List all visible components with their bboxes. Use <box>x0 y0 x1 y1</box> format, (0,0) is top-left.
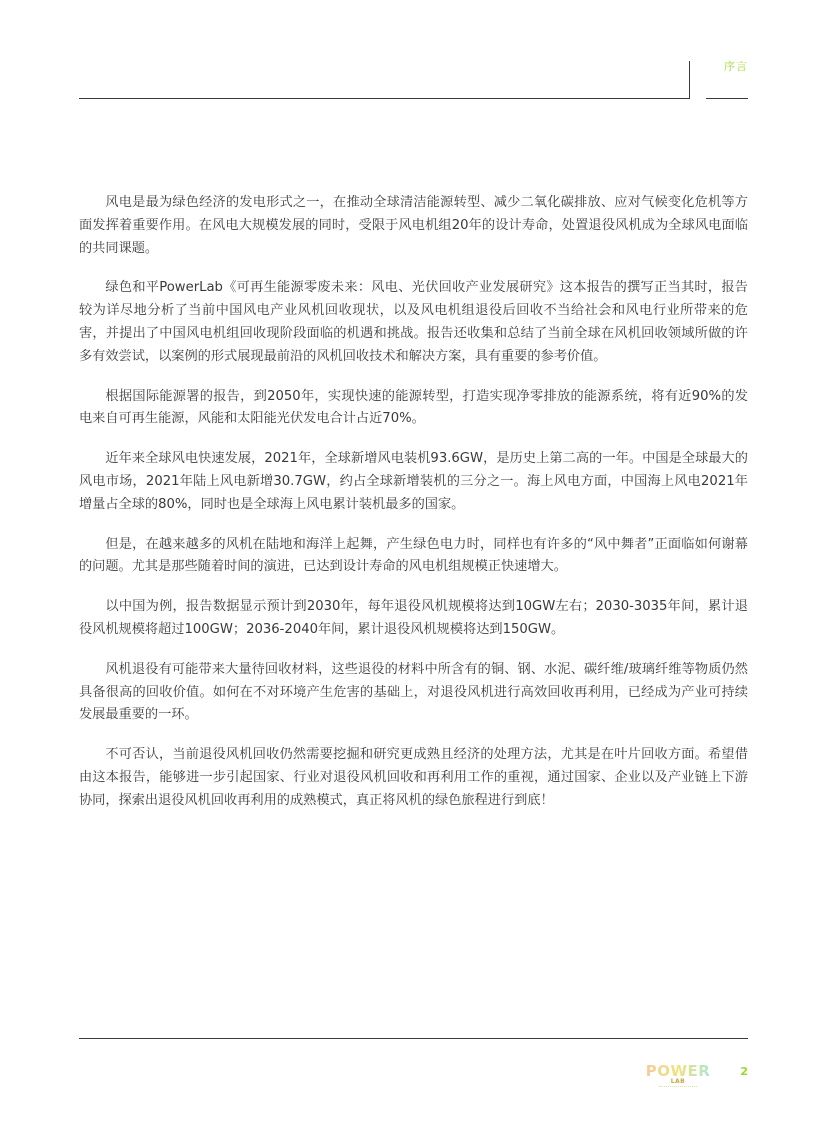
paragraph-4: 近年来全球风电快速发展，2021年，全球新增风电装机93.6GW，是历史上第二高的一年。中国是全球最大的风电市场，2021年陆上风电新增30.7GW，约占全球新增装机的三分之一。海上风电方面，中国海上风电2021年增量占全球的80%，同时也是全球海上风电累计装机最多的国家。 <box>79 451 748 512</box>
paragraph-6: 以中国为例，报告数据显示预计到2030年，每年退役风机规模将达到10GW左右；2030-3035年间，累计退役风机规模将超过100GW；2036-2040年间，累计退役风机规模将达到150GW。 <box>79 599 748 637</box>
paragraph-8: 不可否认，当前退役风机回收仍然需要挖掘和研究更成熟且经济的处理方法，尤其是在叶片回收方面。希望借由这本报告，能够进一步引起国家、行业对退役风机回收和再利用工作的重视，通过国家、企业以及产业链上下游协同，探索出退役风机回收再利用的成熟模式，真正将风机的绿色旅程进行到底！ <box>79 747 748 808</box>
paragraph-2: 绿色和平PowerLab《可再生能源零废未来：风电、光伏回收产业发展研究》这本报告的撰写正当其时，报告较为详尽地分析了当前中国风电产业风机回收现状，以及风电机组退役后回收不当给社会和风电行业所带来的危害，并提出了中国风电机组回收现阶段面临的机遇和挑战。报告还收集和总结了当前全球在风机回收领域所做的许多有效尝试，以案例的形式展现最前沿的风机回收技术和解决方案，具有重要的参考价值。 <box>79 280 748 364</box>
paragraph-5: 但是，在越来越多的风机在陆地和海洋上起舞，产生绿色电力时，同样也有许多的“风中舞者”正面临如何谢幕的问题。尤其是那些随着时间的演进，已达到设计寿命的风电机组规模正快速增大。 <box>79 536 748 575</box>
logo-dotted-line <box>659 1086 697 1090</box>
logo-wordmark: POWER <box>643 1062 713 1080</box>
powerlab-logo <box>643 1062 713 1090</box>
body-text <box>79 192 748 830</box>
page-number: 2 <box>740 1065 748 1078</box>
footer-rule <box>79 1038 748 1039</box>
header-rule <box>79 98 690 99</box>
section-label: 序言 <box>724 60 748 73</box>
section-label-rule <box>706 98 748 99</box>
paragraph-1: 风电是最为绿色经济的发电形式之一，在推动全球清洁能源转型、减少二氧化碳排放、应对气候变化危机等方面发挥着重要作用。在风电大规模发展的同时，受限于风电机组20年的设计寿命，处置退役风机成为全球风电面临的共同课题。 <box>79 195 748 256</box>
logo-subtext: LAB <box>670 1078 686 1085</box>
paragraph-7: 风机退役有可能带来大量待回收材料，这些退役的材料中所含有的铜、钢、水泥、碳纤维/玻璃纤维等物质仍然具备很高的回收价值。如何在不对环境产生危害的基础上，对退役风机进行高效回收再利用，已经成为产业可持续发展最重要的一环。 <box>79 661 748 723</box>
header-divider-tick <box>689 61 690 99</box>
paragraph-3: 根据国际能源署的报告，到2050年，实现快速的能源转型，打造实现净零排放的能源系统，将有近90%的发电来自可再生能源，风能和太阳能光伏发电合计占近70%。 <box>79 388 748 427</box>
